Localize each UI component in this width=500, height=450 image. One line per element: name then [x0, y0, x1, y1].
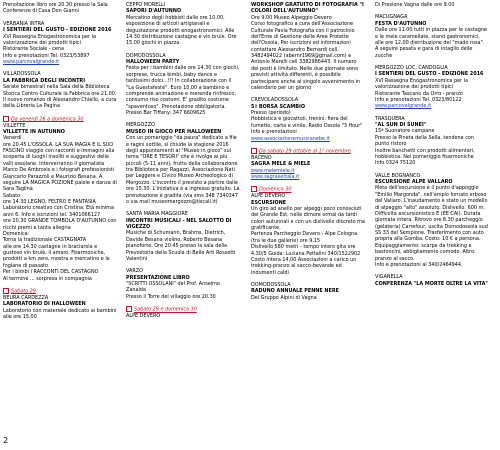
event-text: Del Gruppo Alpini di Vagna — [251, 294, 317, 301]
event-title: WORKSHOP GRATUITO DI FOTOGRAFIA "I COLORI DELL'AUTUNNO" — [251, 2, 364, 15]
event-text: Ristorante Sociale - cena — [3, 46, 64, 53]
event-location: ALPE DEVERO — [126, 313, 161, 319]
event-text: Musiche di Schumann, Brahms, Dietrich, Davide Besana violino, Roberto Besana pianoforte. Ore 20.45 presso la sala della Prevostoria della Scuola di Belle Arti Rossetti Valentini — [126, 230, 236, 262]
event-date: Domenica 30 — [251, 186, 365, 193]
event-text: Il nuovo romanzo di Alessandro Chiello, a cura della Libreria La Pagina — [3, 96, 117, 110]
event-text: Ristorante Tascano da Orro - pranzo — [375, 90, 463, 97]
event-text: Serate bimestrali nella Sala della Biblioteca Storica Centro Culturale la Fabbrica ore 21.00. — [3, 84, 117, 97]
event-text: Hobbistica e giocattoli, trenini, fiera del fumetto, carta e vinile. Radio Ossola "3 Hour" — [251, 116, 363, 129]
event-title: I SENTIERI DEL GUSTO - EDIZIONE 2016 — [375, 71, 484, 78]
event-title: LA FABBRICA DEGLI INCONTRI — [3, 77, 86, 84]
event-title: CONFERENZA "LA MORTE OLTRE LA VITA" — [375, 280, 488, 287]
event-text: Al termine ... sorpresa in compagnia — [3, 275, 92, 282]
event-location: DOMODOSSOLA — [251, 282, 291, 288]
event-text: Domenica: — [3, 230, 30, 237]
column-4 — [375, 2, 489, 287]
event-text: XVI Rassegna Enogastronomica per la valorizzazione dei prodotti tipici — [375, 77, 468, 91]
event-text: Info 0324 75120 — [375, 160, 416, 167]
event-text: Info e prenotazioni Tel. 0323/80122 — [375, 96, 462, 103]
event-text: Un giro ad anello per alpeggi poco conosciuti del Grande Est, nelle dimore ormai da tardi colori autunnali e con un dislivello discreto ma gratificante. — [251, 205, 365, 231]
event-title: SAGRA MELE & MIELE — [251, 161, 311, 168]
page-number: 2 — [3, 436, 9, 445]
event-location: CEPPO MORELLI — [126, 2, 166, 8]
event-text: Info e prenotazioni al 340/2464944. — [375, 261, 463, 268]
event-text: Dislivello 580 metri - tempo intero gita ore 4,30/5 Guida: Luciana Pettalini 340/1522902 Costo intera 14,00 Associazioni a carico un trekking-pranzo al sacco-bevande ed indumenti caldi — [251, 244, 361, 276]
event-title: ESCURSIONE — [251, 199, 287, 206]
event-location: MERGOZZO LOC. CANDOGLIA — [375, 65, 448, 71]
event-text: Meta dell'escursione è il punto d'appoggio "Emilio Margonda", nell'ampio fornato erboso del Vallaro. L'inaudamento è stato un modello di alpeggio "alto" assoluto. Dislivello: 600 m. Difficoltà escursionistico E (EE CAI). Durata giornata intera. Ritrovo ore 8.30 parcheggio (gelateria) Carrefour, uscita Domodossola sud SS 33 del Sempione. Trasferimento con auto propria alla Gomba. Costo: 10 € a persona. — [375, 185, 488, 243]
event-text: Sabato — [3, 192, 21, 199]
event-text: "SCRITTI OSSOLANI" del Prof. Anselmo Zanalda — [126, 281, 220, 294]
event-text: Presso (periodo) — [251, 110, 291, 116]
event-text: Laboratorio creativo con Cristina. Età minima anni 6. Info e iscrizioni tel. 3401066127 — [3, 205, 115, 218]
event-text: Corso fotografico a cura dell'Associazione Culturale Pavia Fotografia con il patrocinio dell'Ente di Gestione delle Aree Protette dell'Ossola. Per iscrizioni ed informazioni contattare Alessandro Bernardi cell. 3482494022 (abernr1969@gmail.com) e Antonio Marelli cell 3382986443. Il numero dei posti è limitato. Nelle due giornate sono previsti attività differenti, è possibile partecipare anche al singolo avvenimento in calendario per un giorno — [251, 21, 361, 91]
event-text: Partenza Parcheggio Devero - Alpe Cologna (tra le due gallerie) ore 9,15 — [251, 231, 358, 244]
event-title: RADUNO ANNUALE PENNE NERE — [251, 288, 339, 295]
event-location: BEURA CARDEZZA — [3, 294, 49, 301]
event-title: SAPORI D'AUTUNNO — [126, 8, 182, 15]
event-text: Equipaggiamento: scarpe da trekking e bastoncini, abbigliamento comodo. Altro: pranzo al sacco. — [375, 242, 476, 262]
column-2 — [126, 2, 240, 319]
event-link[interactable]: www.parcovalgrande.it — [375, 103, 432, 110]
event-location: ALPE DEVERO — [251, 193, 286, 200]
event-title: I SENTIERI DEL GUSTO - EDIZIONE 2016 — [3, 27, 112, 34]
event-title: "AL SUN DI SUNEI" — [375, 122, 427, 128]
event-text: Presso il Torre del villaggio ore 20.30 — [126, 293, 216, 300]
event-title: VILLETTE IN AUTUNNO — [3, 128, 65, 135]
event-text: XVI Rassegna Enogastronomica per la valorizzazione dei prodotti tipici — [3, 33, 96, 46]
event-link[interactable]: www.parcovalgrande.it — [3, 59, 60, 65]
event-location: BACENO — [251, 154, 272, 161]
event-title: MUSEO IN GIOCO PER HALLOWEEN — [126, 128, 222, 135]
event-location: CREVOLADOSSOLA — [251, 97, 299, 104]
event-link[interactable]: www.melemiele.it — [251, 167, 295, 174]
event-location: MACUGNAGA — [375, 14, 408, 21]
event-text: Inoltre banchetti con prodotti alimentari, hobbistica. Nel pomeriggio fisarmoniche — [375, 147, 475, 160]
event-location: VIGANELLA — [375, 274, 403, 281]
event-text: 15ª Suonatore campane — [375, 128, 435, 135]
event-title: INCONTRI MUSICALI - NEL SALOTTO DI VIGEZZO — [126, 217, 232, 230]
column-1 — [3, 2, 117, 320]
calendar-box-icon — [251, 148, 257, 154]
event-text: Dalle ore 11.00 tutti in piazza per le castagne e le mele caramellate, stand gastronomici, alle ore 12.00 distribuzione del "mado rosa". A seguire pesata e gara di intaglio delle zucche — [375, 27, 487, 59]
event-title: 5ª BORSA SCAMBIO — [251, 103, 305, 110]
event-date: Da sabato 29 ottobre al 1° novembre — [251, 148, 365, 155]
event-title: PRESENTAZIONE LIBRO — [126, 274, 190, 281]
event-text: Con un pomeriggio "da paura" dedicato a file e ragini sottile, si chiude la stagione 2016 degli appuntamenti al "Museo in gioco" sul tema "ORE E TESORI" che è rivolge ai più piccoli (5-11 anni), frutto della collaborazione tra Biblioteca per Ragazzi, Associazione Nati per Leggere e Civico Museo Archeologico di Mergozzo. L'incontro il previsto a partire dalle ore 15.30. L'iniziativa è a ingresso gratuito. La prenotazione è gradita (via sms 348 7340347 o via mail museomergozzo@tiscali.it) — [126, 135, 240, 205]
calendar-box-icon — [251, 186, 257, 192]
event-location: VILLADOSSOLA — [3, 71, 41, 78]
calendar-box-icon — [3, 116, 9, 122]
event-text: Info e prenotazioni Tel. 0323/53897 — [3, 52, 90, 59]
event-text: Laboratorio con materiale dedicato ai bambini alle ore 15.00 — [3, 307, 117, 320]
event-title: LABORATORIO DI HALLOWEEN — [3, 301, 86, 308]
event-date: Sabato 29 e domenica 30 — [126, 306, 240, 313]
event-location: VERBANIA INTRA — [3, 20, 45, 27]
event-location: VILLETTE — [3, 122, 26, 129]
event-text: Ore 9.00 Museo Alpeggio Devero — [251, 14, 332, 21]
event-title: FESTA D'AUTUNNO — [375, 20, 427, 27]
event-text: Torna la tradizionale CASTAGNATA — [3, 237, 87, 244]
event-link[interactable]: www.sagrasettala.it — [251, 173, 300, 180]
event-title: ESCURSIONE ALPE VALLARO — [375, 179, 453, 185]
event-location: TRASQUERA — [375, 115, 405, 122]
event-date: Da venerdì 26 a domenica 30 — [3, 116, 117, 123]
event-text: Venerdì — [3, 135, 22, 142]
event-text: Prenotazione libro ore 20.30 presso la Sala Conferenze di Casa Don Gianni — [3, 2, 108, 15]
event-text: Festa per i bambini dalle ore 14.30 con giochi, sorprese, trucca bimbi, baby dance e tantissimi dolci...!!! In collaborazione con il "La Guestafeste". Euro 10,00 a bambino e comprende animazione e merenda rinfresco, consumo riso costumi. E' gradito costume "spaventoso". Prenotazione obbligatoria. Presso Bar Tiffany: 347 6609625 — [126, 65, 240, 116]
event-text: Di Presione Vagna dalle ore 9.00 — [375, 2, 455, 8]
event-text: alle ore 14.30 castagne in braciarola e gustoso vin brulè, il amaro. Fisarmoniche, prodotti a km zero, mostra e mercatino e le foglane di passato — [3, 243, 110, 269]
event-location: DOMODOSSOLA — [126, 52, 166, 59]
calendar-box-icon — [3, 288, 9, 294]
event-location: MERGOZZO — [126, 122, 155, 129]
event-text: Info e prenotazioni — [251, 129, 297, 136]
event-location: SANTA MARIA MAGGIORE — [126, 211, 188, 218]
event-text: ore 20.45 L'OSSOLA, LA SUA MAGIA E IL SUO FASCINO viaggio con racconti e immagini alla scoperta di luoghi insoliti e suggestivi delle valli ossolane. Interverranno il giornalista Marco De Ambrosis e i fotografi professionisti Giancarlo Parazzoli e Maurizio Besana. A seguire LA MAGICA POZIONE paiole e danza di Sara Taglina — [3, 141, 117, 193]
event-title: HALLOWEEN PARTY — [126, 59, 180, 65]
event-text: Per i bimbi I RACCONTI DEL CASTAGNO — [3, 269, 99, 276]
event-text: ore 20.30 GRANDE TOMBOLA D'AUTUNNO con ricchi premi e tanta allegria — [3, 218, 117, 231]
calendar-box-icon — [126, 306, 132, 312]
event-text: Mercatino degli hobbisti dalle ore 10.00, esposizione di articoli artigianali e degustazione prodotti enogastronomici. Alle 14.30 distribuzione castagne e vin brulè. Ore 15.00 giochi in piazza — [126, 14, 237, 47]
event-link[interactable]: www.associazionemusicanebe.it — [251, 135, 330, 142]
event-location: VARZO — [126, 268, 143, 275]
column-3 — [251, 2, 365, 301]
event-location: VALLE BOGNANCO — [375, 172, 421, 179]
event-text: Presso la Pineta della Sella, tendone con punto ristoro — [375, 134, 474, 148]
event-text: ore 14.30 LEGNO, FELTRO E FANTASIA — [3, 199, 96, 205]
event-date: Sabato 29 — [3, 288, 117, 295]
